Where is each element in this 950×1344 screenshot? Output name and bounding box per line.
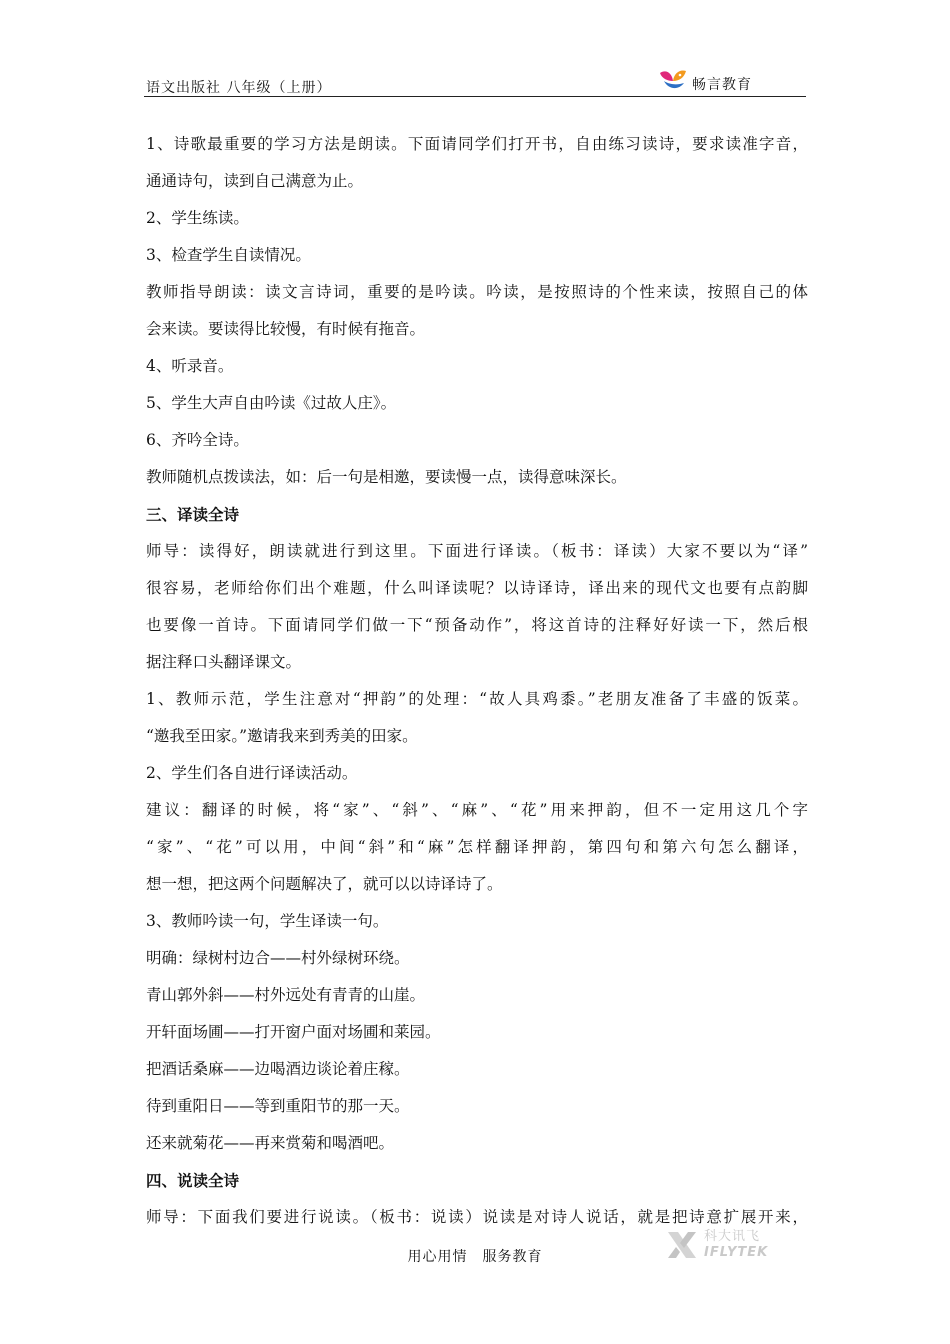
text-line: 建议：翻译的时候，将“家”、“斜”、“麻”、“花”用来押韵，但不一定用这几个字 bbox=[146, 801, 808, 819]
header-divider bbox=[144, 96, 806, 97]
document-body bbox=[146, 126, 808, 1236]
text-line: 青山郭外斜——村外远处有青青的山崖。 bbox=[146, 986, 426, 1004]
changyan-logo-icon bbox=[658, 67, 688, 93]
text-line: 5、学生大声自由吟读《过故人庄》。 bbox=[146, 394, 397, 412]
text-line: 很容易，老师给你们出个难题，什么叫译读呢？以诗译诗，译出来的现代文也要有点韵脚 bbox=[146, 579, 808, 597]
text-line: 把酒话桑麻——边喝酒边谈论着庄稼。 bbox=[146, 1060, 410, 1078]
text-line: 4、听录音。 bbox=[146, 357, 234, 375]
footer-brand bbox=[664, 1228, 768, 1262]
text-line: 通通诗句，读到自己满意为止。 bbox=[146, 172, 364, 190]
text-line: “家”、“花”可以用，中间“斜”和“麻”怎样翻译押韵，第四句和第六句怎么翻译， bbox=[146, 838, 808, 856]
text-line: 还来就菊花——再来赏菊和喝酒吧。 bbox=[146, 1134, 395, 1152]
text-line: 也要像一首诗。下面请同学们做一下“预备动作”，将这首诗的注释好好读一下，然后根 bbox=[146, 616, 808, 634]
header-brand-name: 畅言教育 bbox=[692, 77, 752, 93]
text-line: 2、学生们各自进行译读活动。 bbox=[146, 764, 358, 782]
text-line: 2、学生练读。 bbox=[146, 209, 249, 227]
header-brand bbox=[658, 66, 752, 94]
text-line: 明确：绿树村边合——村外绿树环绕。 bbox=[146, 949, 410, 967]
text-line: 1、诗歌最重要的学习方法是朗读。下面请同学们打开书，自由练习读诗，要求读准字音， bbox=[146, 135, 808, 153]
section-heading: 四、说读全诗 bbox=[146, 1171, 240, 1190]
footer-brand-en: IFLYTEK bbox=[704, 1245, 769, 1260]
text-line: 据注释口头翻译课文。 bbox=[146, 653, 302, 671]
text-line: 3、教师吟读一句，学生译读一句。 bbox=[146, 912, 389, 930]
text-line: 开轩面场圃——打开窗户面对场圃和莱园。 bbox=[146, 1023, 441, 1041]
text-line: 3、检查学生自读情况。 bbox=[146, 246, 311, 264]
section-heading: 三、译读全诗 bbox=[146, 505, 240, 524]
footer-motto: 用心用情 服务教育 bbox=[407, 1249, 543, 1265]
text-line: 1、教师示范，学生注意对“押韵”的处理：“故人具鸡黍。”老朋友准备了丰盛的饭菜。 bbox=[146, 690, 808, 708]
text-line: “邀我至田家。”邀请我来到秀美的田家。 bbox=[146, 727, 418, 745]
footer-brand-cn: 科大讯飞 bbox=[704, 1229, 761, 1244]
text-line: 教师随机点拨读法，如：后一句是相邀，要读慢一点，读得意味深长。 bbox=[146, 468, 627, 486]
text-line: 教师指导朗读：读文言诗词，重要的是吟读。吟读，是按照诗的个性来读，按照自己的体 bbox=[146, 283, 808, 301]
text-line: 6、齐吟全诗。 bbox=[146, 431, 249, 449]
header-publisher: 语文出版社 八年级（上册） bbox=[146, 80, 332, 96]
text-line: 师导：下面我们要进行说读。（板书：说读）说读是对诗人说话，就是把诗意扩展开来， bbox=[146, 1208, 808, 1226]
iflytek-logo-icon bbox=[664, 1228, 700, 1262]
text-line: 想一想，把这两个问题解决了，就可以以诗译诗了。 bbox=[146, 875, 503, 893]
text-line: 待到重阳日——等到重阳节的那一天。 bbox=[146, 1097, 410, 1115]
text-line: 师导：读得好，朗读就进行到这里。下面进行译读。（板书：译读）大家不要以为“译” bbox=[146, 542, 808, 560]
text-line: 会来读。要读得比较慢，有时候有拖音。 bbox=[146, 320, 426, 338]
